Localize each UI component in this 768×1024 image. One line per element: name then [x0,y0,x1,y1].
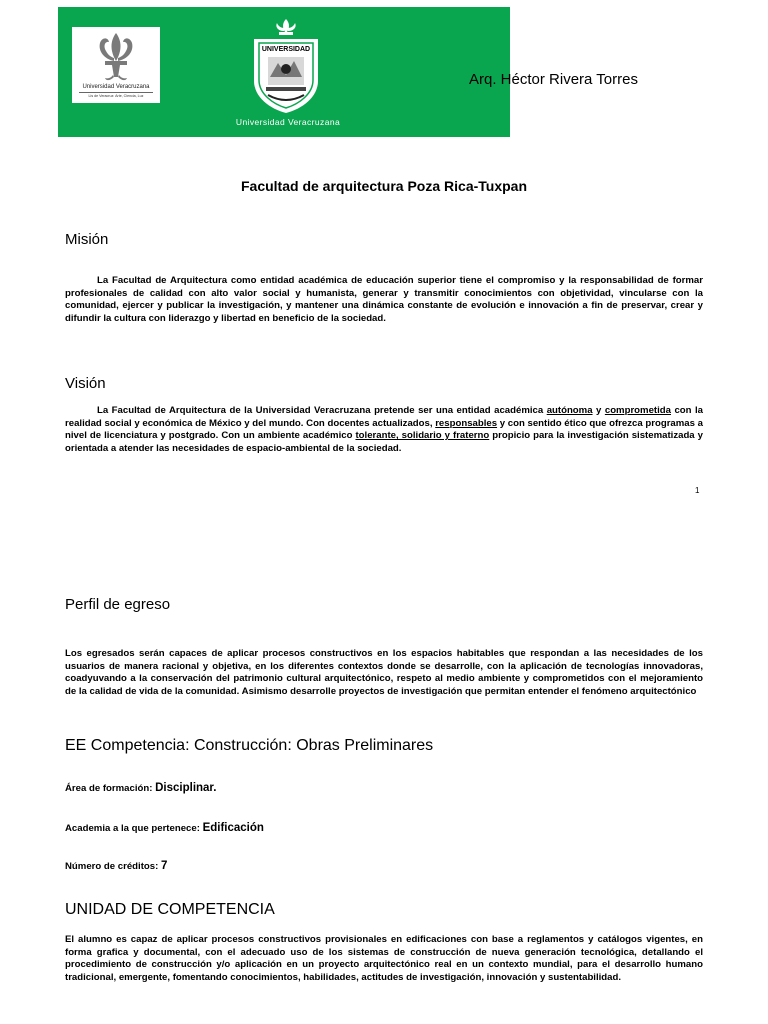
logo-motto: Lis de Veracruz: Arte, Ciencia, Luz [88,94,144,98]
vision-text-part: con la realidad social y económica de México y del mundo. Con docentes actualizados, [65,405,704,429]
header-banner [58,7,510,137]
mision-heading: Misión [65,231,109,248]
unidad-heading: UNIDAD DE COMPETENCIA [65,901,275,918]
academia-label: Academia a la que pertenece: [65,823,203,834]
area-formacion [65,782,216,794]
academia-value: Edificación [202,822,264,834]
logo-divider [79,92,153,93]
seal-top-text: UNIVERSIDAD [261,46,311,53]
mision-text: La Facultad de Arquitectura como entidad académica de educación superior tiene el compromiso y la responsabilidad de formar profesionales de calidad con alto valor social y humanista, generar y transmitir conocimientos con objetividad, vincularse con la comunidad, ejercer y publicar la investigación, y mantener una dinámica constante de evolución e innovación a fin de preservar, crear y difundir la cultura con liderazgo y libertad en beneficio de la sociedad. [65,275,703,324]
vision-text-part: y con sentido ético que ofrezca programas a nivel de licenciatura y postgrado. Con un ambiente académico [65,417,703,441]
creditos-label: Número de créditos: [65,861,161,872]
banner-university-name: Universidad Veracruzana [235,117,341,127]
perfil-heading: Perfil de egreso [65,596,171,613]
university-seal-icon [244,17,328,117]
logo-university-name: Universidad Veracruzana [82,84,150,90]
unidad-text: El alumno es capaz de aplicar procesos constructivos provisionales en edificaciones con base a reglamentos y catálogos vigentes, en forma grafica y documental, con el adecuado uso de los sistemas de construcción de nueva generación tecnológica, detallando el procedimiento de construcción y/o aplicación en un proyecto arquitectónico real en un contexto mundial, para el desarrollo humano tradicional, emergente, fomentando conocimientos, habilidades, actitudes de investigación, innovación y sustentabilidad. [65,934,703,983]
vision-underlined-comprometida: comprometida [604,405,671,416]
vision-underlined-tolerante: tolerante, solidario y fraterno [355,430,490,441]
perfil-text: Los egresados serán capaces de aplicar procesos constructivos en los espacios habitables que respondan a las necesidades de los usuarios de manera racional y objetiva, en los diferentes contextos donde se desarrolle, con la aplicación de tecnologías innovadoras, coadyuvando a la conservación del patrimonio cultural arquitectónico, respeto al medio ambiente y comprometidos con el mejoramiento de la calidad de vida de la comunidad. Asimismo desarrolle proyectos de investigación que permitan entender el fenómeno arquitectónico [65,648,703,697]
area-label: Área de formación: [65,783,156,794]
vision-underlined-responsables: responsables [435,417,498,429]
university-logo [72,27,160,103]
vision-text-part: La Facultad de Arquitectura de la Universidad Veracruzana pretende ser una entidad académica [97,405,547,416]
vision-underlined-autonoma: autónoma [546,405,593,416]
vision-text-part: y [592,405,605,416]
academia [65,822,264,834]
vision-text [65,405,703,455]
author-name: Arq. Héctor Rivera Torres [469,71,638,88]
vision-heading: Visión [65,375,106,392]
creditos-value: 7 [160,860,168,872]
vision-text-part: propicio para la investigación sistematizada y orientada a atender las necesidades de espacio-ambiental de la sociedad. [65,430,703,454]
fleur-de-lis-icon [96,31,136,85]
page-title: Facultad de arquitectura Poza Rica-Tuxpan [240,178,528,194]
numero-creditos [65,860,167,872]
page-number: 1 [695,486,700,495]
ee-heading: EE Competencia: Construcción: Obras Preliminares [65,737,434,754]
area-value: Disciplinar. [155,782,217,794]
